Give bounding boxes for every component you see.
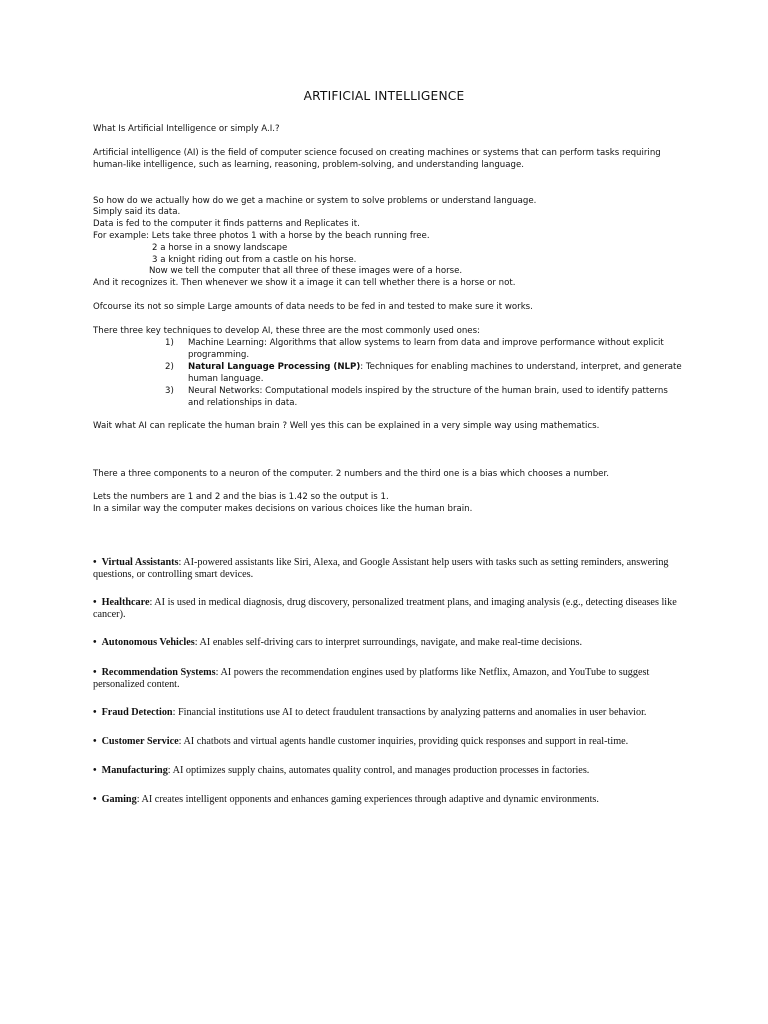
technique-desc: : Computational models inspired by the structure of the human brain, used to identify patterns and relationships in data. bbox=[188, 386, 668, 408]
bullet-icon: • bbox=[93, 794, 97, 805]
application-desc: : AI chatbots and virtual agents handle customer inquiries, providing quick responses and support in real-time. bbox=[178, 736, 629, 747]
technique-term: Neural Networks bbox=[188, 386, 260, 396]
application-term: Healthcare bbox=[101, 597, 150, 608]
example-item-2: 2 a horse in a snowy landscape bbox=[152, 243, 288, 253]
application-item bbox=[93, 707, 683, 719]
technique-item bbox=[188, 386, 683, 409]
application-term: Customer Service bbox=[101, 736, 179, 747]
application-item bbox=[93, 667, 683, 690]
brain-line: Wait what AI can replicate the human brain ? Well yes this can be explained in a very simple way using mathematics. bbox=[93, 421, 600, 431]
bullet-icon: • bbox=[93, 637, 97, 648]
application-desc: : AI optimizes supply chains, automates quality control, and manages production processes in factories. bbox=[167, 765, 590, 776]
technique-number: 3) bbox=[165, 386, 174, 396]
definition-paragraph: Artificial intelligence (AI) is the field of computer science focused on creating machines or systems that can perform tasks requiring human-like intelligence, such as learning, reasoning, problem-solving, and understanding language. bbox=[93, 148, 661, 170]
technique-desc: Algorithms that allow systems to learn from data and improve performance without explicit programming. bbox=[188, 338, 664, 360]
application-desc: : AI-powered assistants like Siri, Alexa, and Google Assistant help users with tasks such as setting reminders, answering questions, or controlling smart devices. bbox=[93, 557, 669, 580]
how-line-4: For example: Lets take three photos 1 with a horse by the beach running free. bbox=[93, 231, 430, 241]
application-term: Fraud Detection bbox=[101, 707, 173, 718]
bullet-icon: • bbox=[93, 667, 97, 678]
technique-number: 1) bbox=[165, 338, 174, 348]
example-conclusion: Now we tell the computer that all three of these images were of a horse. bbox=[149, 266, 463, 276]
techniques-intro: There three key techniques to develop AI, these three are the most commonly used ones: bbox=[93, 326, 480, 336]
application-item bbox=[93, 557, 683, 580]
neuron-line: There a three components to a neuron of the computer. 2 numbers and the third one is a bias which chooses a number. bbox=[93, 469, 609, 479]
bullet-icon: • bbox=[93, 557, 97, 568]
technique-item bbox=[188, 338, 683, 361]
bullet-icon: • bbox=[93, 707, 97, 718]
application-item bbox=[93, 794, 683, 806]
technique-number: 2) bbox=[165, 362, 174, 372]
ofcourse-line: Ofcourse its not so simple Large amounts of data needs to be fed in and tested to make sure it works. bbox=[93, 302, 533, 312]
application-term: Virtual Assistants bbox=[101, 557, 179, 568]
application-item bbox=[93, 765, 683, 777]
application-term: Autonomous Vehicles bbox=[101, 637, 195, 648]
document-title: ARTIFICIAL INTELLIGENCE bbox=[303, 89, 465, 103]
how-line-3: Data is fed to the computer it finds patterns and Replicates it. bbox=[93, 219, 360, 229]
technique-item bbox=[188, 362, 683, 385]
application-desc: : Financial institutions use AI to detect fraudulent transactions by analyzing patterns and anomalies in user behavior. bbox=[172, 707, 647, 718]
application-desc: : AI enables self-driving cars to interpret surroundings, navigate, and make real-time decisions. bbox=[194, 637, 582, 648]
application-term: Gaming bbox=[101, 794, 137, 805]
application-item bbox=[93, 637, 683, 649]
numbers-line-1: Lets the numbers are 1 and 2 and the bias is 1.42 so the output is 1. bbox=[93, 492, 389, 502]
application-term: Recommendation Systems bbox=[101, 667, 216, 678]
how-line-1: So how do we actually how do we get a machine or system to solve problems or understand language. bbox=[93, 196, 537, 206]
bullet-icon: • bbox=[93, 765, 97, 776]
example-item-3: 3 a knight riding out from a castle on his horse. bbox=[152, 255, 357, 265]
how-line-2: Simply said its data. bbox=[93, 207, 181, 217]
application-desc: : AI is used in medical diagnosis, drug discovery, personalized treatment plans, and imaging analysis (e.g., detecting diseases like cancer). bbox=[93, 597, 677, 620]
application-item bbox=[93, 597, 683, 620]
application-desc: : AI creates intelligent opponents and enhances gaming experiences through adaptive and dynamic environments. bbox=[136, 794, 599, 805]
application-item bbox=[93, 736, 683, 748]
technique-term: Natural Language Processing (NLP) bbox=[188, 362, 361, 372]
technique-term: Machine Learning: bbox=[188, 338, 267, 348]
application-desc: : AI powers the recommendation engines used by platforms like Netflix, Amazon, and YouTube to suggest personalized content. bbox=[93, 667, 650, 690]
application-term: Manufacturing bbox=[101, 765, 168, 776]
bullet-icon: • bbox=[93, 597, 97, 608]
recognize-line: And it recognizes it. Then whenever we show it a image it can tell whether there is a horse or not. bbox=[93, 278, 516, 288]
question-line: What Is Artificial Intelligence or simply A.I.? bbox=[93, 124, 280, 134]
technique-desc: : Techniques for enabling machines to understand, interpret, and generate human language. bbox=[188, 362, 682, 384]
bullet-icon: • bbox=[93, 736, 97, 747]
numbers-line-2: In a similar way the computer makes decisions on various choices like the human brain. bbox=[93, 504, 473, 514]
